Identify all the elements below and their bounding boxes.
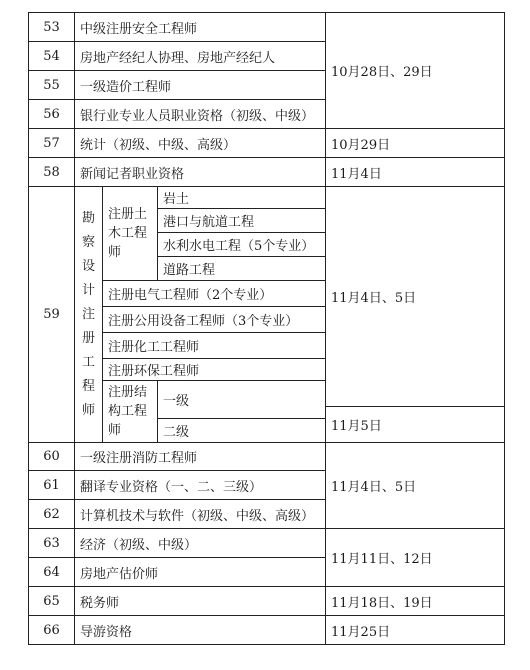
exam-name: 二级 <box>158 419 326 443</box>
exam-name: 房地产经纪人协理、房地产经纪人 <box>75 42 326 71</box>
exam-name: 注册环保工程师 <box>103 359 326 381</box>
exam-date: 11月4日、5日 <box>326 187 505 407</box>
exam-date: 11月5日 <box>326 407 505 443</box>
exam-date: 10月29日 <box>326 129 505 158</box>
exam-schedule-table <box>28 12 505 645</box>
row-number: 65 <box>29 587 75 616</box>
exam-name: 中级注册安全工程师 <box>75 13 326 42</box>
row-number: 63 <box>29 529 75 558</box>
exam-name: 税务师 <box>75 587 326 616</box>
row-number: 61 <box>29 471 75 500</box>
row-number: 53 <box>29 13 75 42</box>
exam-name: 房地产估价师 <box>75 558 326 587</box>
row-number: 60 <box>29 443 75 471</box>
exam-name: 水利水电工程（5个专业） <box>158 233 326 257</box>
table-row <box>29 587 505 616</box>
table-row <box>29 129 505 158</box>
subcategory-label: 注册结构工程师 <box>103 381 158 443</box>
exam-name: 统计（初级、中级、高级） <box>75 129 326 158</box>
row-number: 59 <box>29 187 75 443</box>
exam-name: 新闻记者职业资格 <box>75 158 326 187</box>
exam-name: 导游资格 <box>75 616 326 645</box>
exam-date: 10月28日、29日 <box>326 13 505 129</box>
row-number: 58 <box>29 158 75 187</box>
table-row <box>29 187 505 209</box>
subcategory-label: 注册土木工程师 <box>103 187 158 281</box>
table-row <box>29 529 505 558</box>
exam-name: 道路工程 <box>158 257 326 281</box>
exam-name: 注册化工工程师 <box>103 333 326 359</box>
table-row <box>29 616 505 645</box>
row-number: 66 <box>29 616 75 645</box>
category-label: 勘 察 设 计 注 册 工 程 师 <box>75 187 103 443</box>
exam-date: 11月18日、19日 <box>326 587 505 616</box>
exam-name: 翻译专业资格（一、二、三级） <box>75 471 326 500</box>
exam-date: 11月4日 <box>326 158 505 187</box>
exam-date: 11月4日、5日 <box>326 443 505 529</box>
row-number: 62 <box>29 500 75 529</box>
row-number: 56 <box>29 100 75 129</box>
table-row <box>29 443 505 471</box>
exam-date: 11月25日 <box>326 616 505 645</box>
row-number: 55 <box>29 71 75 100</box>
exam-name: 港口与航道工程 <box>158 209 326 233</box>
exam-name: 一级注册消防工程师 <box>75 443 326 471</box>
exam-name: 注册公用设备工程师（3个专业） <box>103 307 326 333</box>
table-row <box>29 13 505 42</box>
exam-name: 银行业专业人员职业资格（初级、中级） <box>75 100 326 129</box>
exam-name: 经济（初级、中级） <box>75 529 326 558</box>
exam-name: 注册电气工程师（2个专业） <box>103 281 326 307</box>
row-number: 54 <box>29 42 75 71</box>
exam-name: 一级造价工程师 <box>75 71 326 100</box>
exam-name: 一级 <box>158 381 326 419</box>
exam-date: 11月11日、12日 <box>326 529 505 587</box>
row-number: 57 <box>29 129 75 158</box>
table-row <box>29 158 505 187</box>
exam-name: 计算机技术与软件（初级、中级、高级） <box>75 500 326 529</box>
row-number: 64 <box>29 558 75 587</box>
exam-name: 岩土 <box>158 187 326 209</box>
